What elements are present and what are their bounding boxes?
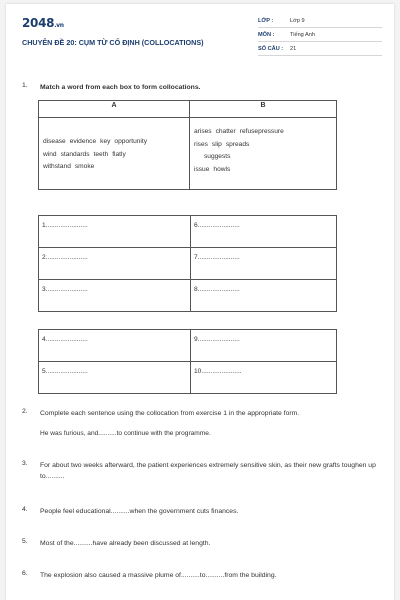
info-question-count: SỐ CÂU : 21 [258, 43, 382, 56]
answer-5: 5....................... [39, 362, 191, 394]
column-a-header: A [39, 101, 190, 118]
question-4: 4. People feel educational..........when the government cuts finances. [22, 506, 239, 515]
answer-3: 3....................... [39, 280, 191, 312]
column-b-header: B [190, 101, 337, 118]
info-grade: LỚP : Lớp 9 [258, 15, 382, 28]
answer-8: 8....................... [191, 280, 337, 312]
worksheet-page: 2048.vn CHUYÊN ĐỀ 20: CỤM TỪ CỐ ĐỊNH (COLLOCATIONS) LỚP : Lớp 9 MÔN : Tiếng Anh SỐ CÂU : 21 1. Match a word from each box to form collocations. A B disease evidence key opportunity wind standards teeth flatly withstand smoke arises chatter refusepressure rises slip spreads suggests issue howls 1....................... 6....................... 2....................... 7....................... 3....................... 8....................... 4....................... 9....................... 5....................... 10...................... 2. Complete each sentence using the collocation from exercise 1 in the appropriate form. He was furious, and..........to continue with the programme. 3. For about two weeks afterward, the patient experiences extremely sensitive skin, as their new grafts toughen up to.......... 4. People feel educational..........when the government cuts finances. 5. Most of the..........have already been discussed at length. 6. The explosion also caused a massive plume of..........to..........from the building. [6, 4, 394, 600]
question-6: 6. The explosion also caused a massive plume of..........to..........from the building. [22, 570, 277, 579]
answer-4: 4....................... [39, 330, 191, 362]
question-2: 2. Complete each sentence using the collocation from exercise 1 in the appropriate form. [22, 408, 300, 417]
answer-table-1 [38, 215, 337, 312]
word-box-a: disease evidence key opportunity wind standards teeth flatly withstand smoke [39, 118, 190, 190]
answer-10: 10...................... [191, 362, 337, 394]
answer-7: 7....................... [191, 248, 337, 280]
answer-table-2 [38, 329, 337, 394]
answer-6: 6....................... [191, 216, 337, 248]
answer-2: 2....................... [39, 248, 191, 280]
info-subject: MÔN : Tiếng Anh [258, 29, 382, 42]
word-box-b: arises chatter refusepressure rises slip spreads suggests issue howls [190, 118, 337, 190]
question-5: 5. Most of the..........have already been discussed at length. [22, 538, 211, 547]
answer-1: 1....................... [39, 216, 191, 248]
site-logo: 2048.vn [22, 16, 64, 30]
word-box-table [38, 100, 337, 190]
answer-9: 9....................... [191, 330, 337, 362]
question-2-sentence: He was furious, and..........to continue with the programme. [40, 430, 211, 437]
question-3: 3. For about two weeks afterward, the patient experiences extremely sensitive skin, as their new grafts toughen up to.......... [22, 460, 376, 480]
topic-title: CHUYÊN ĐỀ 20: CỤM TỪ CỐ ĐỊNH (COLLOCATIONS) [22, 38, 204, 47]
